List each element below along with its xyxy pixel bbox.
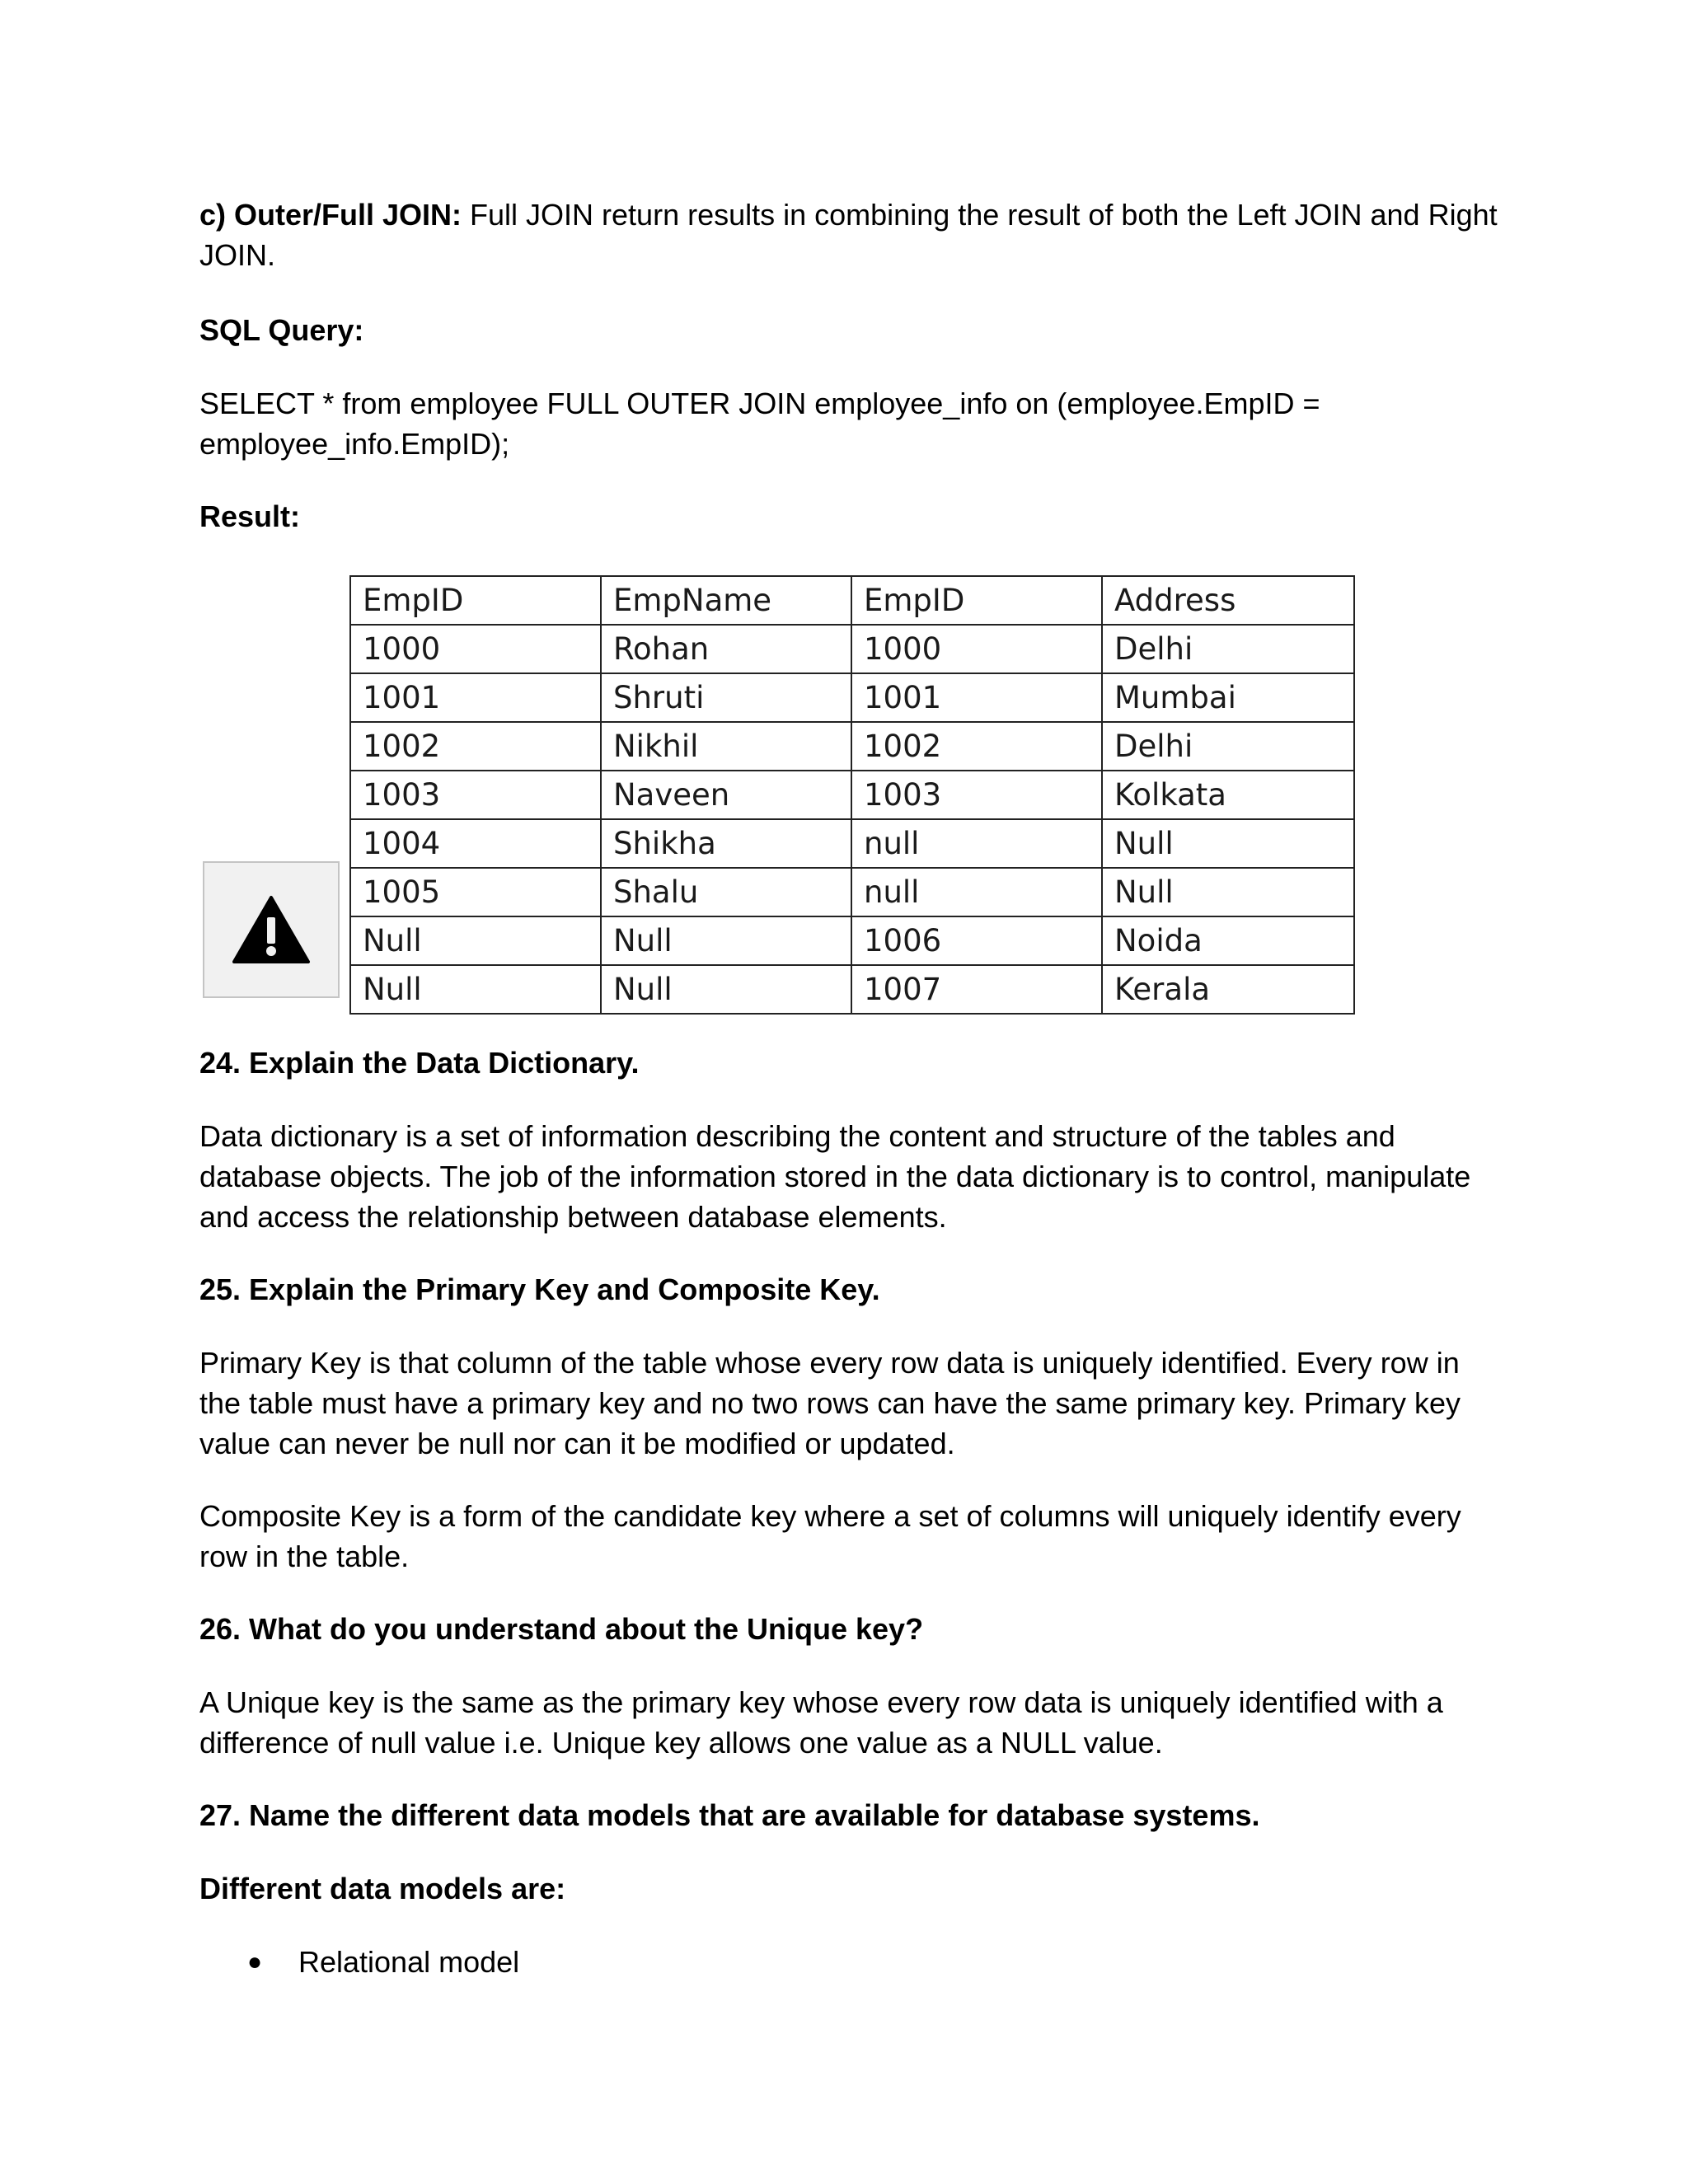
table-cell: 1003 xyxy=(350,771,601,819)
result-label: Result: xyxy=(199,499,301,533)
table-row xyxy=(350,625,1354,673)
join-paragraph xyxy=(199,194,1502,275)
table-row xyxy=(350,722,1354,771)
table-cell: 1000 xyxy=(851,625,1102,673)
table-cell: Null xyxy=(350,916,601,965)
table-cell: Null xyxy=(601,916,851,965)
table-cell: 1002 xyxy=(350,722,601,771)
table-cell: Shikha xyxy=(601,819,851,868)
table-cell: Null xyxy=(601,965,851,1014)
table-cell: Shruti xyxy=(601,673,851,722)
q25-text-composite: Composite Key is a form of the candidate key where a set of columns will uniquely identify every row in the table. xyxy=(199,1499,1461,1573)
table-cell: null xyxy=(851,819,1102,868)
q26-heading: 26. What do you understand about the Unique key? xyxy=(199,1612,924,1646)
table-header-cell: EmpID xyxy=(851,576,1102,625)
table-cell: Delhi xyxy=(1102,625,1354,673)
table-cell: 1001 xyxy=(851,673,1102,722)
result-table xyxy=(349,575,1355,1015)
table-cell: Delhi xyxy=(1102,722,1354,771)
q27-subheading: Different data models are: xyxy=(199,1872,566,1905)
table-header-row xyxy=(350,576,1354,625)
list-item-text: Relational model xyxy=(298,1945,520,1979)
q25-text-primary: Primary Key is that column of the table whose every row data is uniquely identified. Every row in the table must have a primary key and no two rows can have the same primary key. Primary key value can never be null nor can it be modified or updated. xyxy=(199,1346,1461,1460)
table-cell: Kolkata xyxy=(1102,771,1354,819)
table-cell: Null xyxy=(1102,868,1354,916)
table-cell: Shalu xyxy=(601,868,851,916)
table-cell: null xyxy=(851,868,1102,916)
sql-label: SQL Query: xyxy=(199,313,364,347)
table-row xyxy=(350,916,1354,965)
table-cell: Mumbai xyxy=(1102,673,1354,722)
table-cell: Kerala xyxy=(1102,965,1354,1014)
join-heading: c) Outer/Full JOIN: xyxy=(199,198,462,232)
table-cell: 1006 xyxy=(851,916,1102,965)
table-cell: Nikhil xyxy=(601,722,851,771)
table-row xyxy=(350,965,1354,1014)
join-text: Full JOIN return results in combining the result of both the Left JOIN and Right JOIN. xyxy=(199,198,1498,272)
table-cell: Naveen xyxy=(601,771,851,819)
table-header-cell: EmpID xyxy=(350,576,601,625)
table-cell: 1004 xyxy=(350,819,601,868)
table-cell: 1002 xyxy=(851,722,1102,771)
sql-query: SELECT * from employee FULL OUTER JOIN employee_info on (employee.EmpID = employee_info.EmpID); xyxy=(199,387,1320,461)
table-cell: 1001 xyxy=(350,673,601,722)
table-cell: Null xyxy=(350,965,601,1014)
q25-heading: 25. Explain the Primary Key and Composite Key. xyxy=(199,1272,880,1306)
table-cell: Null xyxy=(1102,819,1354,868)
bullet-icon: ● xyxy=(247,1948,263,1975)
q24-text: Data dictionary is a set of information describing the content and structure of the tables and database objects. The job of the information stored in the data dictionary is to control, manipulate and access the relationship between database elements. xyxy=(199,1119,1471,1234)
table-cell: 1003 xyxy=(851,771,1102,819)
list-item xyxy=(247,1942,519,1982)
table-header-cell: EmpName xyxy=(601,576,851,625)
table-cell: 1000 xyxy=(350,625,601,673)
q27-heading: 27. Name the different data models that are available for database systems. xyxy=(199,1798,1260,1832)
table-row xyxy=(350,673,1354,722)
table-cell: Noida xyxy=(1102,916,1354,965)
table-header-cell: Address xyxy=(1102,576,1354,625)
q26-text: A Unique key is the same as the primary key whose every row data is uniquely identified with a difference of null value i.e. Unique key allows one value as a NULL value. xyxy=(199,1685,1443,1760)
table-cell: 1007 xyxy=(851,965,1102,1014)
table-row xyxy=(350,819,1354,868)
image-placeholder xyxy=(203,861,340,998)
table-row xyxy=(350,868,1354,916)
table-cell: 1005 xyxy=(350,868,601,916)
warning-icon xyxy=(232,895,311,964)
table-row xyxy=(350,771,1354,819)
table-cell: Rohan xyxy=(601,625,851,673)
q24-heading: 24. Explain the Data Dictionary. xyxy=(199,1046,640,1080)
